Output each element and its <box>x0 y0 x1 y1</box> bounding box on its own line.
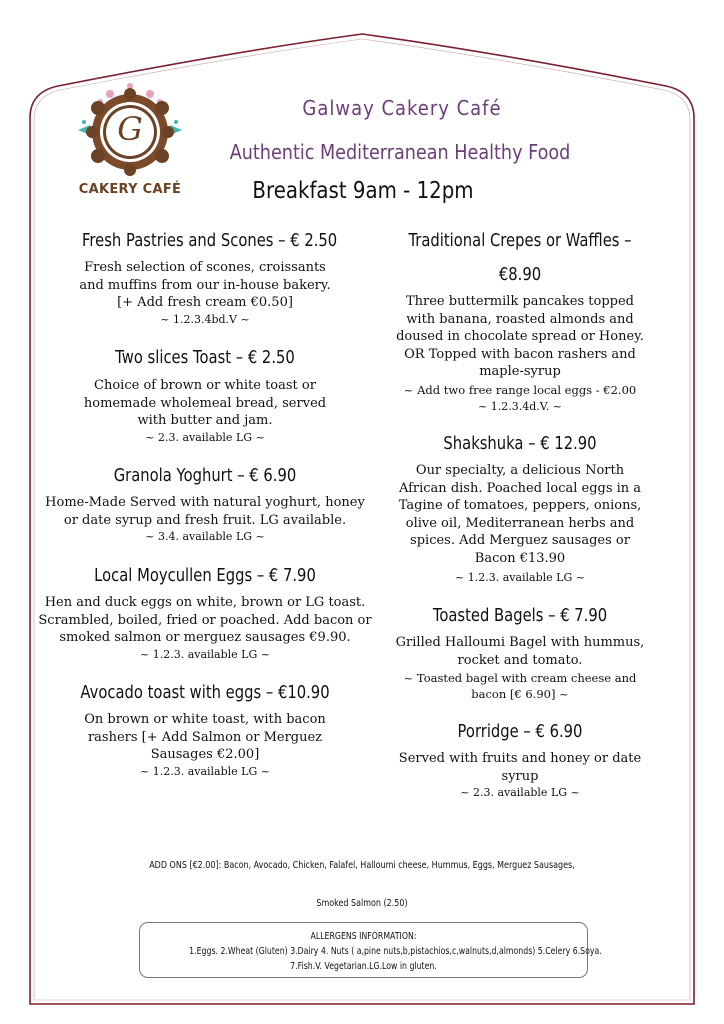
item-allergen-crepes: ~ 1.2.3.4d.V. ~ <box>478 400 562 413</box>
item-desc-crepes: Three buttermilk pancakes topped with banana, roasted almonds and doused in chocolate spread or Honey. OR Topped with bacon rashers and maple-syrup <box>396 294 644 379</box>
item-desc-toast: Choice of brown or white toast or homemade wholemeal bread, served with butter and jam. <box>83 378 327 428</box>
item-desc-porridge: Served with fruits and honey or date syrup <box>398 751 642 784</box>
logo-text: CAKERY CAFÉ <box>78 182 182 197</box>
item-title-toast: Two slices Toast – € 2.50 <box>115 347 295 368</box>
allergens-line-2: 7.Fish.V. Vegetarian.LG.Low in gluten. <box>290 961 437 972</box>
tagline: Authentic Mediterranean Healthy Food <box>229 140 571 164</box>
item-title-pastries: Fresh Pastries and Scones – € 2.50 <box>82 230 338 251</box>
addons-line-1: ADD ONS [€2.00]: Bacon, Avocado, Chicken, Falafel, Halloumi cheese, Hummus, Eggs, Merguez Sausages, <box>149 860 575 871</box>
addons-line-2: Smoked Salmon (2.50) <box>316 898 408 909</box>
item-extra-crepes: ~ Add two free range local eggs - €2.00 <box>403 383 637 397</box>
allergens-title: ALLERGENS INFORMATION: <box>310 931 417 942</box>
logo-letter: G <box>117 110 143 148</box>
item-desc-avocado: On brown or white toast, with bacon rashers [+ Add Salmon or Merguez Sausages €2.00] <box>84 712 326 762</box>
item-title-shakshuka: Shakshuka – € 12.90 <box>443 433 597 454</box>
item-allergen-porridge: ~ 2.3. available LG ~ <box>460 786 580 799</box>
item-allergen-eggs: ~ 1.2.3. available LG ~ <box>140 648 270 661</box>
item-title-avocado: Avocado toast with eggs – €10.90 <box>80 682 330 703</box>
allergens-line-1: 1.Eggs. 2.Wheat (Gluten) 3.Dairy 4. Nuts ( a,pine nuts,b,pistachios,c,walnuts,d,almonds) 5.Celery 6.Soya. <box>189 946 602 957</box>
item-title-porridge: Porridge – € 6.90 <box>457 721 583 742</box>
cafe-name: Galway Cakery Café <box>302 96 502 120</box>
item-allergen-avocado: ~ 1.2.3. available LG ~ <box>140 765 270 778</box>
item-allergen-toast: ~ 2.3. available LG ~ <box>145 431 265 444</box>
item-title-crepes: Traditional Crepes or Waffles – <box>408 230 632 251</box>
item-title-granola: Granola Yoghurt – € 6.90 <box>113 465 297 486</box>
item-title-eggs: Local Moycullen Eggs – € 7.90 <box>94 565 316 586</box>
item-price-crepes: €8.90 <box>498 264 542 285</box>
item-allergen-shakshuka: ~ 1.2.3. available LG ~ <box>455 571 585 584</box>
allergens-info-box <box>139 922 602 978</box>
item-desc-shakshuka: Our specialty, a delicious North African dish. Poached local eggs in a Tagine of tomatoes, peppers, onions, olive oil, Mediterranean herbs and spices. Add Merguez sausages or Bacon €13.90 <box>398 463 642 566</box>
item-desc-bagels: Grilled Halloumi Bagel with hummus, rocket and tomato. <box>395 635 645 668</box>
item-allergen-granola: ~ 3.4. available LG ~ <box>145 530 265 543</box>
item-desc-granola: Home-Made Served with natural yoghurt, honey or date syrup and fresh fruit. LG available. <box>45 495 365 528</box>
item-extra-bagels: ~ Toasted bagel with cream cheese and bacon [€ 6.90] ~ <box>403 671 637 701</box>
breakfast-hours: Breakfast 9am - 12pm <box>252 178 474 204</box>
item-desc-pastries: Fresh selection of scones, croissants and muffins from our in-house bakery. [+ Add fresh cream €0.50] <box>79 260 331 310</box>
item-desc-eggs: Hen and duck eggs on white, brown or LG toast. Scrambled, boiled, fried or poached. Add bacon or smoked salmon or merguez sausages €9.90. <box>38 595 372 645</box>
item-allergen-pastries: ~ 1.2.3.4bd.V ~ <box>160 313 250 326</box>
item-title-bagels: Toasted Bagels – € 7.90 <box>432 605 608 626</box>
